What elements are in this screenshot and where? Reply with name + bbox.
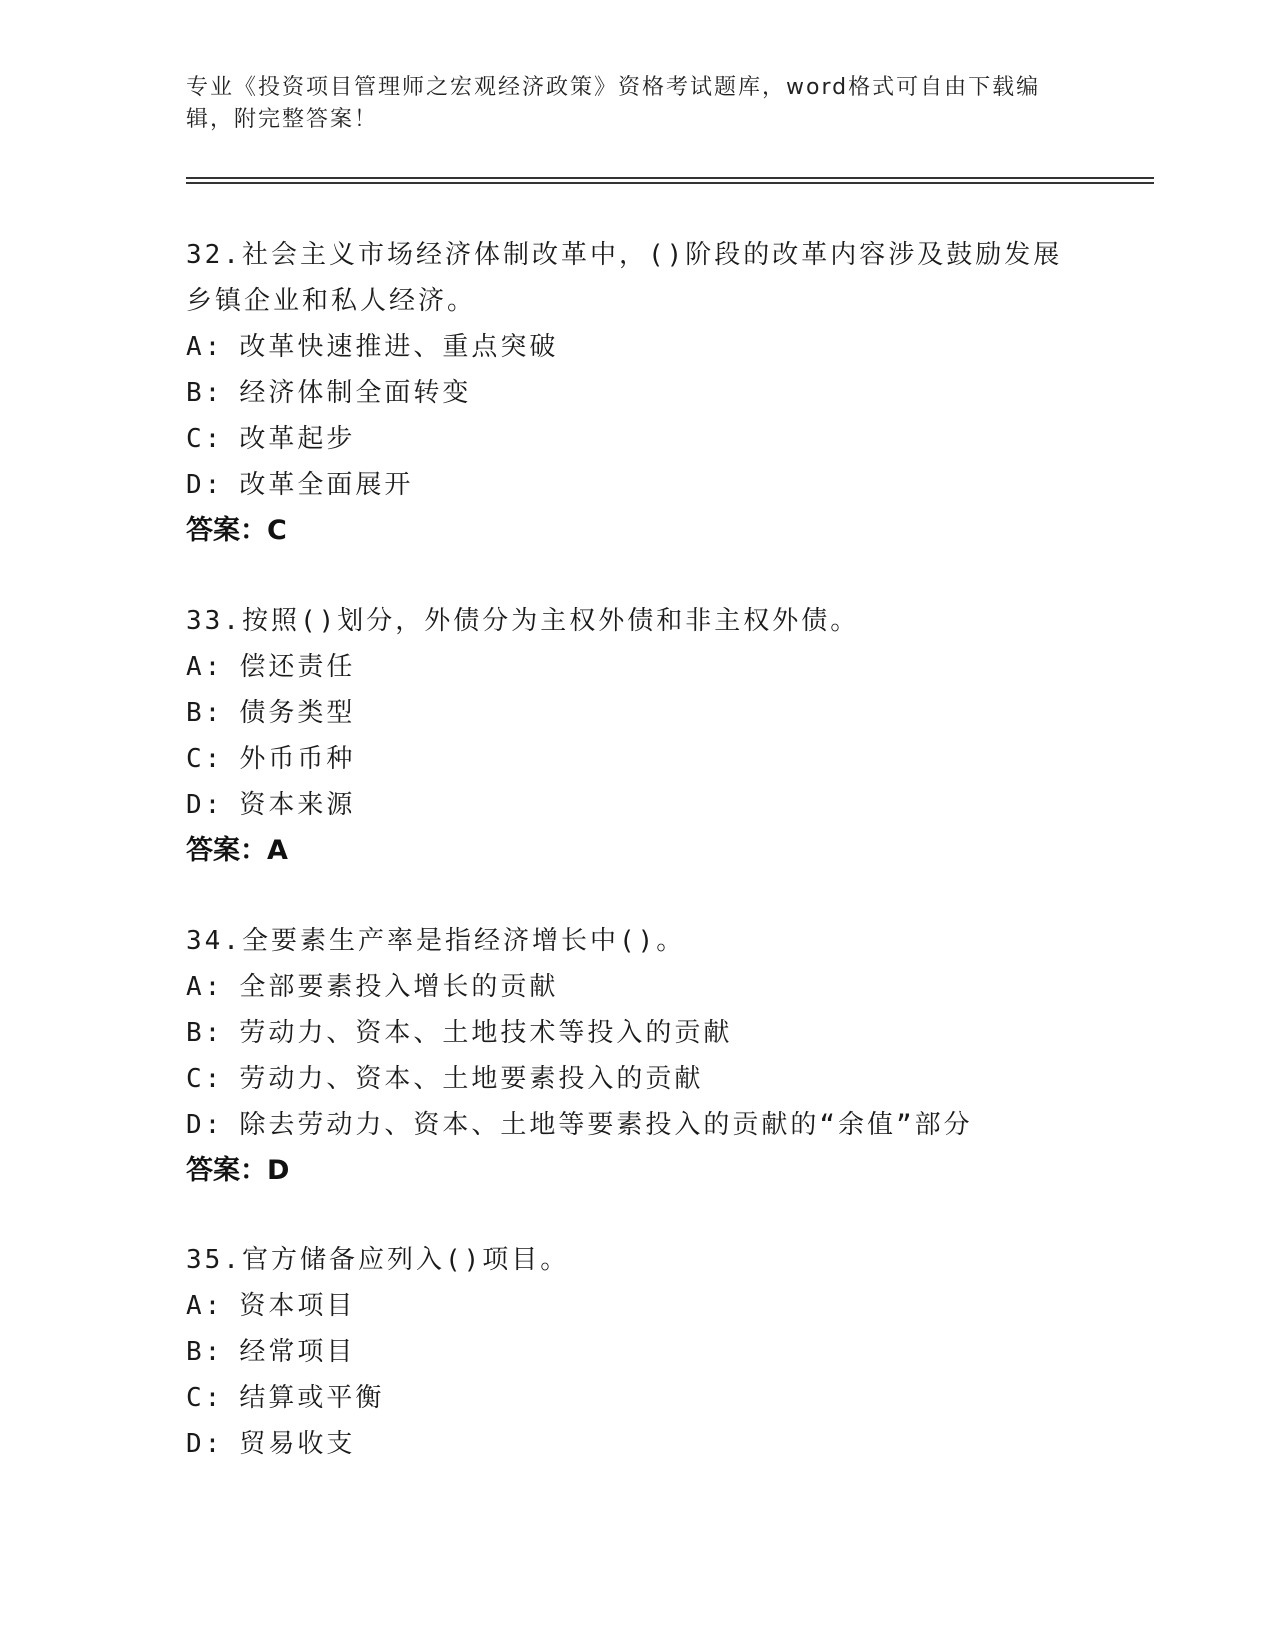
option-text: 除去劳动力、资本、土地等要素投入的贡献的“余值”部分 bbox=[239, 1110, 973, 1140]
option-text: 劳动力、资本、土地要素投入的贡献 bbox=[239, 1064, 704, 1094]
option-d bbox=[186, 782, 1086, 828]
answer-line: 答案：C bbox=[186, 515, 287, 546]
option-key: C: bbox=[186, 424, 224, 454]
header-divider-top bbox=[186, 177, 1154, 179]
question-stem: 33.按照()划分，外债分为主权外债和非主权外债。 bbox=[186, 606, 860, 636]
question-35 bbox=[186, 1237, 1086, 1467]
option-text: 经济体制全面转变 bbox=[239, 378, 472, 408]
option-text: 偿还责任 bbox=[239, 652, 356, 682]
option-text: 外币币种 bbox=[239, 744, 356, 774]
option-text: 结算或平衡 bbox=[239, 1383, 385, 1413]
option-b bbox=[186, 690, 1086, 736]
question-34 bbox=[186, 918, 1086, 1194]
option-key: D: bbox=[186, 1429, 224, 1459]
option-text: 劳动力、资本、土地技术等投入的贡献 bbox=[239, 1018, 733, 1048]
option-a bbox=[186, 964, 1086, 1010]
option-key: B: bbox=[186, 698, 224, 728]
option-c bbox=[186, 1056, 1086, 1102]
question-stem: 32.社会主义市场经济体制改革中，()阶段的改革内容涉及鼓励发展乡镇企业和私人经济。 bbox=[186, 240, 1063, 316]
option-d bbox=[186, 462, 1086, 508]
option-text: 改革全面展开 bbox=[239, 470, 414, 500]
option-c bbox=[186, 736, 1086, 782]
option-a bbox=[186, 644, 1086, 690]
option-b bbox=[186, 1329, 1086, 1375]
option-key: A: bbox=[186, 652, 224, 682]
option-c bbox=[186, 416, 1086, 462]
option-text: 改革快速推进、重点突破 bbox=[239, 332, 559, 362]
option-text: 贸易收支 bbox=[239, 1429, 356, 1459]
option-key: D: bbox=[186, 790, 224, 820]
option-key: B: bbox=[186, 1337, 224, 1367]
option-d bbox=[186, 1421, 1086, 1467]
option-key: B: bbox=[186, 1018, 224, 1048]
option-text: 债务类型 bbox=[239, 698, 356, 728]
option-text: 改革起步 bbox=[239, 424, 356, 454]
document-header: 专业《投资项目管理师之宏观经济政策》资格考试题库，word格式可自由下载编辑，附完整答案！ bbox=[186, 75, 1041, 132]
option-c bbox=[186, 1375, 1086, 1421]
answer-line: 答案：A bbox=[186, 835, 288, 866]
header-divider-bottom bbox=[186, 182, 1154, 184]
option-d bbox=[186, 1102, 1086, 1148]
option-text: 资本来源 bbox=[239, 790, 356, 820]
question-33 bbox=[186, 598, 1086, 874]
option-key: D: bbox=[186, 1110, 224, 1140]
question-stem: 35.官方储备应列入()项目。 bbox=[186, 1245, 570, 1275]
option-text: 资本项目 bbox=[239, 1291, 356, 1321]
question-32 bbox=[186, 232, 1086, 554]
option-a bbox=[186, 1283, 1086, 1329]
option-key: C: bbox=[186, 1064, 224, 1094]
option-key: A: bbox=[186, 332, 224, 362]
option-key: A: bbox=[186, 972, 224, 1002]
option-b bbox=[186, 1010, 1086, 1056]
question-stem: 34.全要素生产率是指经济增长中()。 bbox=[186, 926, 686, 956]
option-key: D: bbox=[186, 470, 224, 500]
option-key: C: bbox=[186, 1383, 224, 1413]
option-b bbox=[186, 370, 1086, 416]
option-text: 全部要素投入增长的贡献 bbox=[239, 972, 559, 1002]
option-a bbox=[186, 324, 1086, 370]
answer-line: 答案：D bbox=[186, 1155, 290, 1186]
option-key: A: bbox=[186, 1291, 224, 1321]
option-key: B: bbox=[186, 378, 224, 408]
option-text: 经常项目 bbox=[239, 1337, 356, 1367]
option-key: C: bbox=[186, 744, 224, 774]
